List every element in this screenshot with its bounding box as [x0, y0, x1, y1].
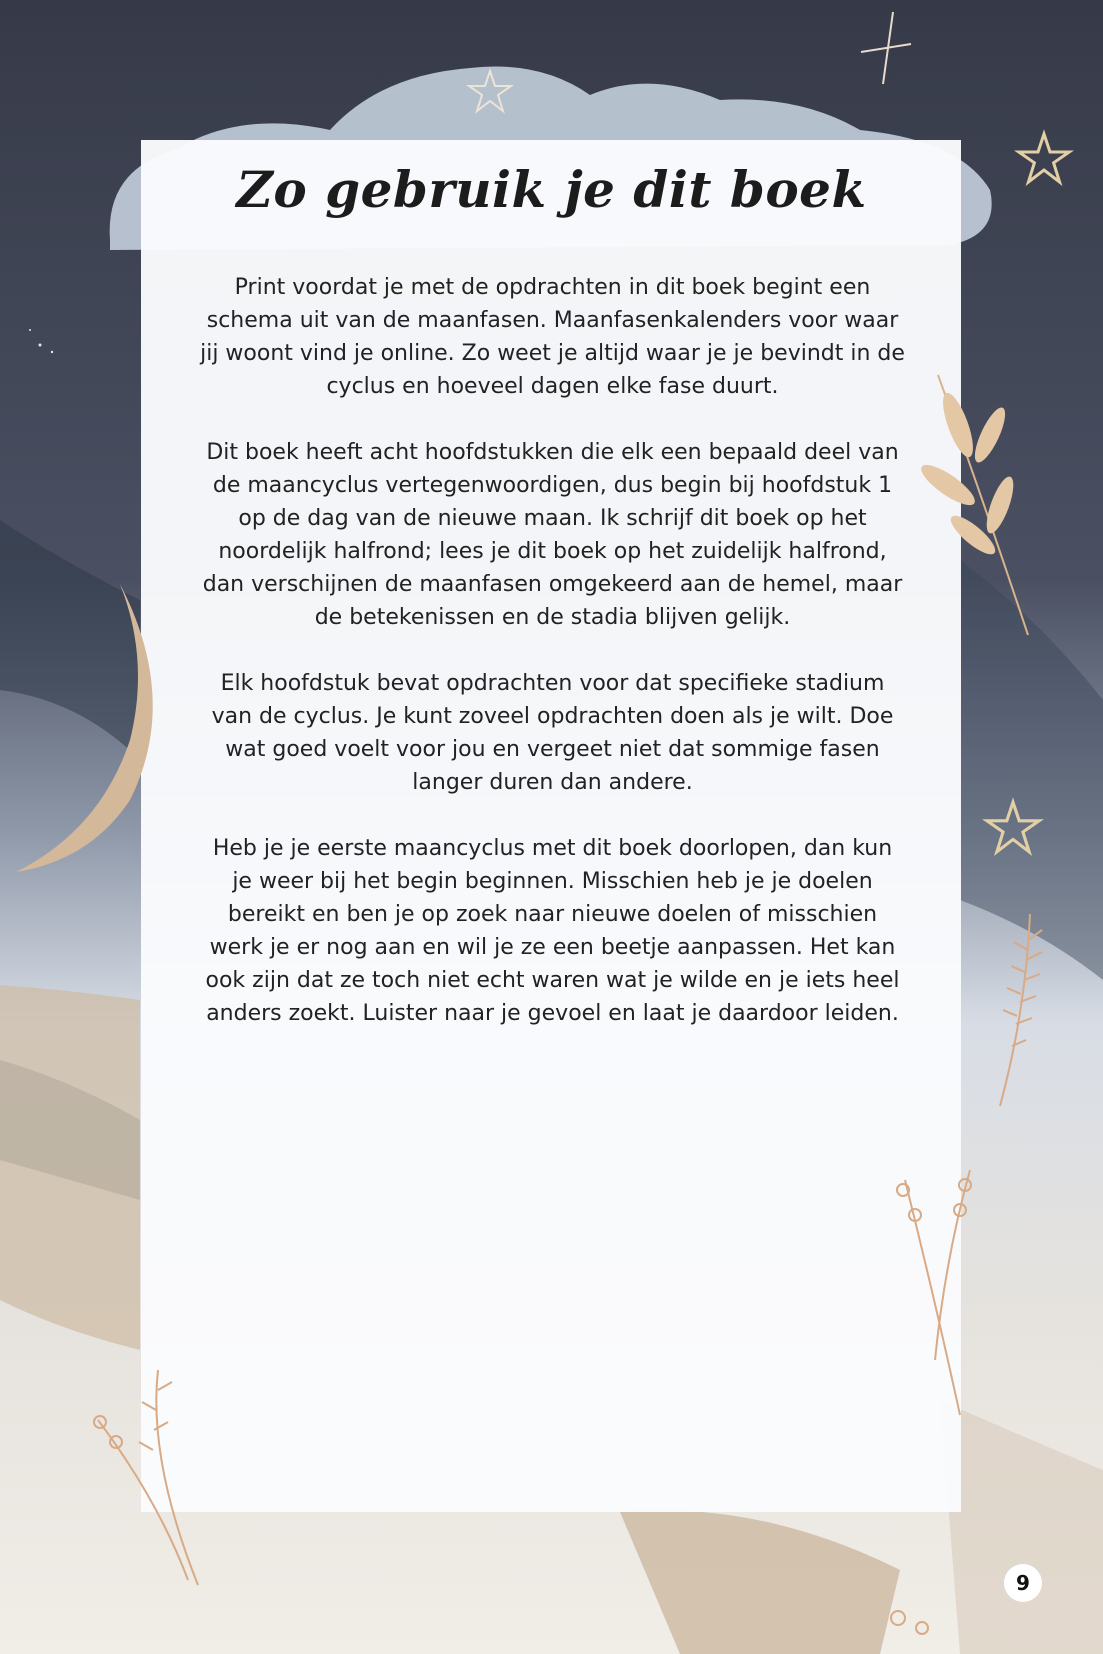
paragraph-chapters: Dit boek heeft acht hoofdstukken die elk een bepaald deel van de maancyclus vertegenwoordigen, dus begin bij hoofdstuk 1 op de dag van de nieuwe maan. Ik schrijf dit boek op het noordelijk halfrond; lees je dit boek op het zuidelijk halfrond, dan verschijnen de maanfasen omgekeerd aan de hemel, maar de betekenissen en de stadia blijven gelijk.: [202, 440, 903, 630]
paragraph-print-schema: Print voordat je met de opdrachten in dit boek begint een schema uit van de maanfasen. Maanfasenkalenders voor waar jij woont vind je online. Zo weet je altijd waar je je bevindt in de cyclus en hoeveel dagen elke fase duurt.: [200, 275, 905, 399]
wildflower-branch-icon: [875, 1160, 985, 1420]
golden-leaf-branch-icon: [918, 365, 1038, 645]
star-icon: [982, 796, 1044, 858]
flower-icon: [880, 1598, 940, 1648]
crescent-moon-icon: [10, 580, 170, 880]
paragraph-exercises: Elk hoofdstuk bevat opdrachten voor dat specifieke stadium van de cyclus. Je kunt zoveel opdrachten doen als je wilt. Doe wat goed voelt voor jou en vergeet niet dat sommige fasen langer duren dan andere.: [211, 671, 894, 795]
paragraph-restart-cycle: Heb je je eerste maancyclus met dit boek doorlopen, dan kun je weer bij het begin beginnen. Misschien heb je je doelen bereikt en ben je op zoek naar nieuwe doelen of misschien werk je er nog aan en wil je ze een beetje aanpassen. Het kan ook zijn dat ze toch niet echt waren wat je wilde en je iets heel anders zoekt. Luister naar je gevoel en laat je daardoor leiden.: [205, 836, 900, 1026]
sparkle-icon: [855, 8, 915, 88]
page-number: 9: [1004, 1564, 1042, 1602]
star-icon: [465, 66, 515, 116]
page-title: Zo gebruik je dit boek: [236, 160, 867, 219]
body-text: [200, 271, 905, 1063]
fern-branch-icon: [990, 910, 1060, 1110]
wildflower-branch-icon: [78, 1360, 208, 1590]
